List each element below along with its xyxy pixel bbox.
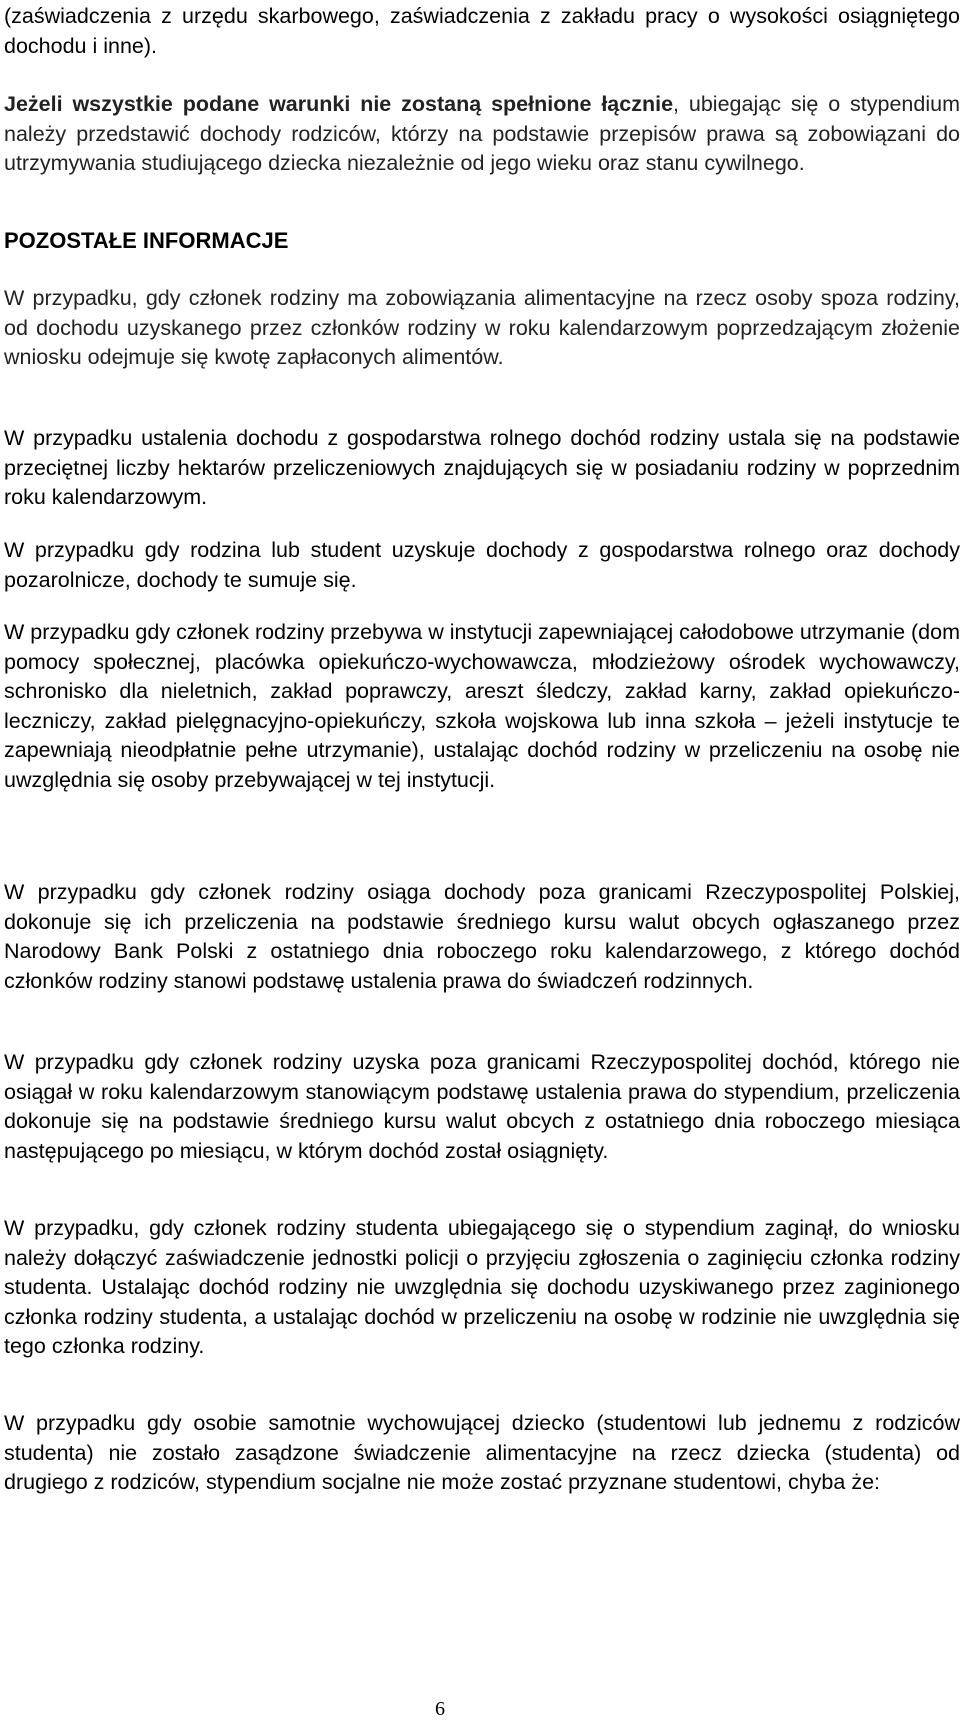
paragraph-foreign-income: W przypadku gdy członek rodziny osiąga dochody poza granicami Rzeczypospolitej Polskiej, dokonuje się ich przeliczenia na podstawie średniego kursu walut obcych ogłaszanego przez Narodowy Bank Polski z ostatniego dnia roboczego roku kalendarzowego, z którego dochód członków rodziny stanowi podstawę ustalenia prawa do świadczeń rodzinnych. [4, 880, 960, 993]
paragraph-foreign-new-income: W przypadku gdy członek rodziny uzyska poza granicami Rzeczypospolitej dochód, którego nie osiągał w roku kalendarzowym stanowiącym podstawę ustalenia prawa do stypendium, przeliczenia dokonuje się na podstawie średniego kursu walut obcych z ostatniego dnia roboczego miesiąca następującego po miesiącu, w którym dochód został osiągnięty. [4, 1050, 960, 1163]
paragraph-farm-income: W przypadku ustalenia dochodu z gospodarstwa rolnego dochód rodziny ustala się na podstawie przeciętnej liczby hektarów przeliczeniowych znajdujących się w posiadaniu rodziny w poprzednim roku kalendarzowym. [4, 426, 960, 509]
conditions-paragraph [4, 90, 960, 179]
conditions-rest: , ubiegając się o stypendium należy przedstawić dochody rodziców, którzy na podstawie przepisów prawa są zobowiązani do utrzymywania studiującego dziecka niezależnie od jego wieku oraz stanu cywilnego. [4, 92, 960, 175]
paragraph-alimony: W przypadku, gdy członek rodziny ma zobowiązania alimentacyjne na rzecz osoby spoza rodziny, od dochodu uzyskanego przez członków rodziny w roku kalendarzowym poprzedzającym złożenie wniosku odejmuje się kwotę zapłaconych alimentów. [4, 286, 960, 369]
paragraph-missing-member: W przypadku, gdy członek rodziny studenta ubiegającego się o stypendium zaginął, do wniosku należy dołączyć zaświadczenie jednostki policji o przyjęciu zgłoszenia o zaginięciu członka rodziny studenta. Ustalając dochód rodziny nie uwzględnia się dochodu uzyskiwanego przez zaginionego członka rodziny studenta, a ustalając dochód w przeliczeniu na osobę w rodzinie nie uwzględnia się tego członka rodziny. [4, 1216, 960, 1358]
page-number: 6 [435, 1698, 445, 1720]
paragraph-institution: W przypadku gdy członek rodziny przebywa w instytucji zapewniającej całodobowe utrzymanie (dom pomocy społecznej, placówka opiekuńczo-wychowawcza, młodzieżowy ośrodek wychowawczy, schronisko dla nieletnich, zakład poprawczy, areszt śledczy, zakład karny, zakład opiekuńczo-leczniczy, zakład pielęgnacyjno-opiekuńczy, szkoła wojskowa lub inna szkoła – jeżeli instytucje te zapewniają nieodpłatnie pełne utrzymanie), ustalając dochód rodziny w przeliczeniu na osobę nie uwzględnia się osoby przebywającej w tej instytucji. [4, 620, 960, 792]
paragraph-mixed-income: W przypadku gdy rodzina lub student uzyskuje dochody z gospodarstwa rolnego oraz dochody pozarolnicze, dochody te sumuje się. [4, 538, 960, 592]
intro-continuation-paragraph: (zaświadczenia z urzędu skarbowego, zaświadczenia z zakładu pracy o wysokości osiągniętego dochodu i inne). [4, 4, 960, 58]
paragraph-single-parent: W przypadku gdy osobie samotnie wychowującej dziecko (studentowi lub jednemu z rodziców studenta) nie zostało zasądzone świadczenie alimentacyjne na rzecz dziecka (studenta) od drugiego z rodziców, stypendium socjalne nie może zostać przyznane studentowi, chyba że: [4, 1411, 960, 1494]
conditions-bold-lead: Jeżeli wszystkie podane warunki nie zostaną spełnione łącznie [4, 92, 674, 116]
section-heading: POZOSTAŁE INFORMACJE [4, 228, 289, 253]
